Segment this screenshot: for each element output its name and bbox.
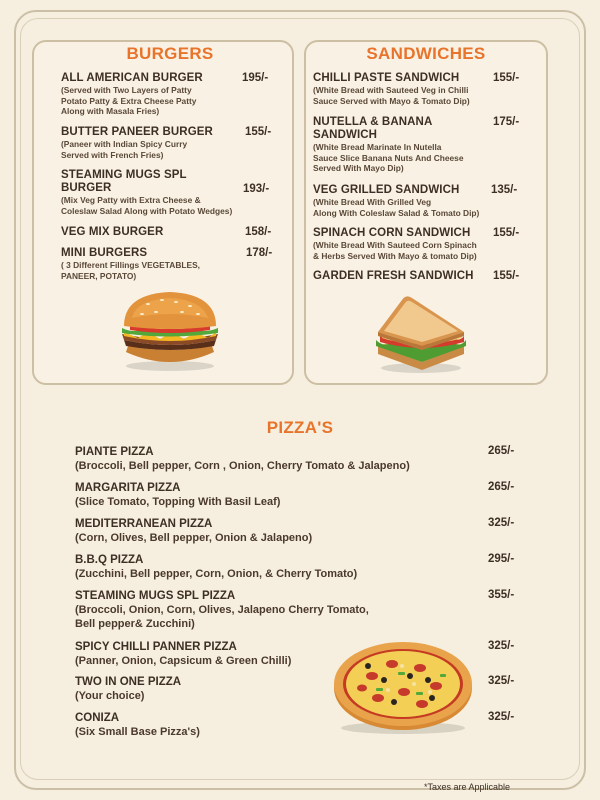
item-description: (Broccoli, Onion, Corn, Olives, Jalapeno Cherry Tomato, Bell pepper& Zucchini) [75,604,369,630]
item-description: ( 3 Different Fillings VEGETABLES, PANEER, POTATO) [61,260,200,281]
item-name: BUTTER PANEER BURGER [61,126,213,138]
item-price: 265/- [488,445,515,457]
item-name: MINI BURGERS [61,247,148,259]
item-description: (Six Small Base Pizza's) [75,726,200,738]
item-description: (White Bread With Sauteed Corn Spinach & Herbs Served With Mayo & tomato Dip) [313,240,477,261]
item-name: ALL AMERICAN BURGER [61,72,203,84]
item-name: STEAMING MUGS SPL BURGER [61,169,187,194]
item-description: (White Bread Marinate In Nutella Sauce Slice Banana Nuts And Cheese Served With Mayo Dip) [313,142,464,173]
item-description: (Corn, Olives, Bell pepper, Onion & Jalapeno) [75,532,313,544]
pizza-item [75,640,375,668]
item-price: 265/- [488,481,515,493]
item-description: (Your choice) [75,690,145,702]
item-description: (Zucchini, Bell pepper, Corn, Onion, & Cherry Tomato) [75,568,358,580]
pizza-item [75,481,495,509]
tax-footnote: *Taxes are Applicable [424,782,511,792]
item-price: 135/- [491,184,518,196]
item-description: (Paneer with Indian Spicy Curry Served with French Fries) [61,139,188,160]
item-price: 193/- [243,183,270,195]
item-name: NUTELLA & BANANA SANDWICH [313,116,433,141]
item-description: (Slice Tomato, Topping With Basil Leaf) [75,496,281,508]
item-price: 155/- [245,126,272,138]
item-name: VEG MIX BURGER [61,226,164,238]
item-price: 175/- [493,116,520,128]
item-name: CHILLI PASTE SANDWICH [313,72,460,84]
item-name: B.B.Q PIZZA [75,554,144,566]
burgers-title: BURGERS [126,44,214,63]
item-name: GARDEN FRESH SANDWICH [313,270,474,282]
item-name: VEG GRILLED SANDWICH [313,184,460,196]
pizza-item [75,711,335,739]
item-price: 325/- [488,517,515,529]
pizza-item [75,517,495,545]
pizza-item [75,553,495,581]
item-description: (White Bread With Grilled Veg Along With Coleslaw Salad & Tomato Dip) [313,197,480,218]
item-name: TWO IN ONE PIZZA [75,676,182,688]
item-price: 155/- [493,227,520,239]
item-description: (Panner, Onion, Capsicum & Green Chilli) [75,655,292,667]
pizza-illustration [332,636,474,736]
burger-illustration [118,288,222,372]
sandwiches-title: SANDWICHES [366,44,486,63]
item-name: PIANTE PIZZA [75,446,154,458]
item-price: 325/- [488,675,515,687]
item-name: MEDITERRANEAN PIZZA [75,518,213,530]
item-name: SPINACH CORN SANDWICH [313,227,471,239]
pizza-item [75,589,495,631]
item-description: (Mix Veg Patty with Extra Cheese & Coleslaw Salad Along with Potato Wedges) [61,195,233,216]
pizza-item [75,445,495,473]
item-price: 178/- [246,247,273,259]
item-price: 325/- [488,640,515,652]
item-price: 325/- [488,711,515,723]
pizza-item [75,675,335,703]
item-price: 158/- [245,226,272,238]
pizzas-title: PIZZA'S [266,418,334,437]
item-price: 155/- [493,270,520,282]
item-name: CONIZA [75,712,120,724]
item-price: 195/- [242,72,269,84]
sandwich-illustration [372,292,470,374]
item-name: MARGARITA PIZZA [75,482,181,494]
item-name: SPICY CHILLI PANNER PIZZA [75,641,237,653]
item-name: STEAMING MUGS SPL PIZZA [75,590,236,602]
item-description: (Served with Two Layers of Patty Potato Patty & Extra Cheese Patty Along with Masala Fries) [61,85,197,116]
item-price: 295/- [488,553,515,565]
item-price: 355/- [488,589,515,601]
item-price: 155/- [493,72,520,84]
item-description: (White Bread with Sauteed Veg in Chilli Sauce Served with Mayo & Tomato Dip) [313,85,470,106]
item-description: (Broccoli, Bell pepper, Corn , Onion, Cherry Tomato & Jalapeno) [75,460,410,472]
